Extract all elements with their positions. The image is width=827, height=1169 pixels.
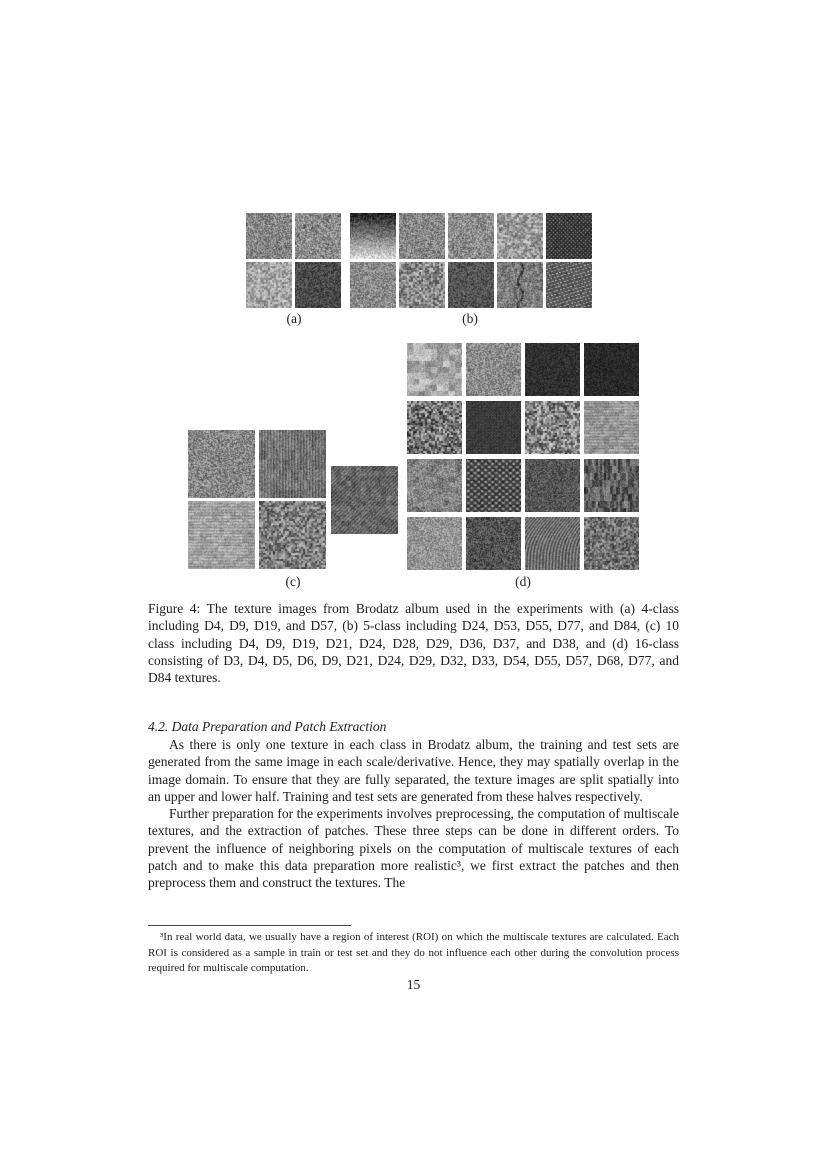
footnote-rule xyxy=(148,925,351,926)
texture-tile-c2 xyxy=(259,430,326,498)
texture-tile-d6 xyxy=(466,401,521,454)
texture-tile-d4 xyxy=(584,343,639,396)
texture-tile-d9 xyxy=(407,459,462,512)
texture-tile-d12 xyxy=(584,459,639,512)
texture-tile-c3 xyxy=(188,501,255,569)
texture-tile-b10 xyxy=(546,262,592,308)
paragraph-1: As there is only one texture in each class in Brodatz album, the training and test sets are generated from the same image in each scale/derivative. Hence, they may spatially overlap in the image domain. To ensure that they are fully separated, the texture images are split spatially into an upper and lower half. Training and test sets are generated from these halves respectively. xyxy=(148,737,679,804)
section-heading: 4.2. Data Preparation and Patch Extraction xyxy=(148,719,387,734)
texture-tile-a4 xyxy=(295,262,341,308)
texture-tile-d1 xyxy=(407,343,462,396)
figure-4-caption: Figure 4: The texture images from Brodatz album used in the experiments with (a) 4-class including D4, D9, D19, and D57, (b) 5-class including D24, D53, D55, D77, and D84, (c) 10 class including D4, D9, D19, D21, D24, D28, D29, D36, D37, and D38, and (d) 16-class consisting of D3, D4, D5, D6, D9, D21, D24, D29, D32, D33, D54, D55, D57, D68, D77, and D84 textures. xyxy=(148,601,679,686)
figure-group-d-label: (d) xyxy=(515,574,531,589)
footnote xyxy=(148,930,679,977)
texture-tile-d13 xyxy=(407,517,462,570)
texture-tile-d14 xyxy=(466,517,521,570)
texture-tile-b9 xyxy=(497,262,543,308)
texture-tile-d15 xyxy=(525,517,580,570)
figure-group-b-label: (b) xyxy=(462,311,478,326)
body-text xyxy=(148,736,679,892)
texture-tile-a1 xyxy=(246,213,292,259)
texture-tile-b7 xyxy=(399,262,445,308)
texture-tile-d7 xyxy=(525,401,580,454)
texture-tile-b3 xyxy=(448,213,494,259)
texture-tile-c1 xyxy=(188,430,255,498)
texture-tile-d10 xyxy=(466,459,521,512)
footnote-text: ³In real world data, we usually have a region of interest (ROI) on which the multiscale textures are calculated. Each ROI is considered as a sample in train or test set and they do not influence each other during the convolution process required for multiscale computation. xyxy=(148,931,679,975)
figure-group-c-label: (c) xyxy=(285,574,301,589)
texture-tile-b2 xyxy=(399,213,445,259)
texture-tile-d8 xyxy=(584,401,639,454)
texture-tile-b5 xyxy=(546,213,592,259)
texture-tile-d3 xyxy=(525,343,580,396)
texture-tile-b6 xyxy=(350,262,396,308)
texture-tile-d11 xyxy=(525,459,580,512)
paragraph-2: Further preparation for the experiments involves preprocessing, the computation of multiscale textures, and the extraction of patches. These three steps can be done in different orders. To prevent the influence of neighboring pixels on the computation of multiscale textures of each patch and to make this data preparation more realistic³, we first extract the patches and then preprocess them and construct the textures. The xyxy=(148,806,679,891)
texture-tile-b8 xyxy=(448,262,494,308)
texture-tile-a2 xyxy=(295,213,341,259)
texture-tile-b1 xyxy=(350,213,396,259)
texture-tile-c4 xyxy=(259,501,326,569)
figure-group-a-label: (a) xyxy=(286,311,302,326)
texture-tile-d5 xyxy=(407,401,462,454)
texture-tile-a3 xyxy=(246,262,292,308)
texture-tile-b4 xyxy=(497,213,543,259)
texture-tile-d16 xyxy=(584,517,639,570)
texture-tile-d2 xyxy=(466,343,521,396)
texture-tile-c5 xyxy=(331,466,398,534)
page-number: 15 xyxy=(406,977,421,992)
